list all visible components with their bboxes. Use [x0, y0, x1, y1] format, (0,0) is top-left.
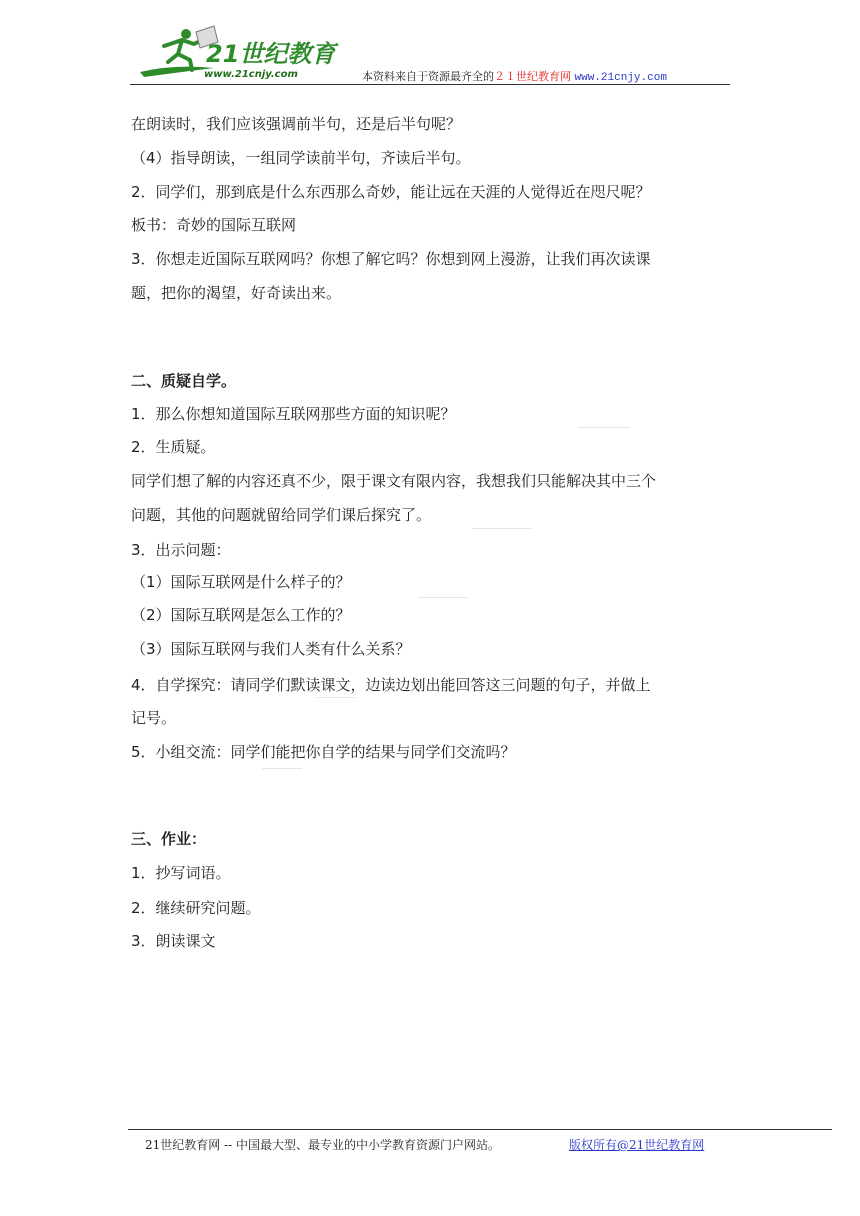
- question-item: （1）国际互联网是什么样子的？: [131, 573, 351, 591]
- logo-wordmark: 21世纪教育: [206, 40, 336, 68]
- text-line: 4．自学探究：请同学们默读课文，边读边划出能回答这三问题的句子，并做上: [131, 676, 651, 694]
- logo-swoosh: [140, 67, 214, 77]
- logo-graphic: [134, 24, 339, 84]
- logo-url: www.21cnjy.com: [204, 69, 298, 80]
- homework-item: 3．朗读课文: [131, 932, 216, 950]
- text-line: 2．生质疑。: [131, 438, 216, 456]
- scan-mark: [418, 597, 468, 598]
- source-url-link[interactable]: www.21cnjy.com: [574, 72, 667, 84]
- homework-item: 2．继续研究问题。: [131, 899, 261, 917]
- text-line: 3．你想走近国际互联网吗？你想了解它吗？你想到网上漫游，让我们再次读课: [131, 250, 651, 268]
- text-line: 问题，其他的问题就留给同学们课后探究了。: [131, 506, 432, 524]
- section-heading: 三、作业：: [131, 830, 207, 848]
- text-line: 板书：奇妙的国际互联网: [131, 216, 297, 234]
- source-note: [362, 68, 667, 84]
- scan-mark: [316, 697, 356, 698]
- footer-tagline: 21世纪教育网 -- 中国最大型、最专业的中小学教育资源门户网站。: [145, 1138, 501, 1152]
- text-line: 5．小组交流：同学们能把你自学的结果与同学们交流吗？: [131, 743, 516, 761]
- question-item: （2）国际互联网是怎么工作的？: [131, 606, 351, 624]
- question-item: （3）国际互联网与我们人类有什么关系？: [131, 640, 411, 658]
- text-line: （4）指导朗读，一组同学读前半句，齐读后半句。: [131, 149, 471, 167]
- section-heading: 二、质疑自学。: [131, 372, 237, 390]
- text-line: 题，把你的渴望，好奇读出来。: [131, 284, 342, 302]
- scan-mark: [578, 427, 630, 428]
- source-prefix: 本资料来自于资源最齐全的: [362, 70, 494, 83]
- text-line: 在朗读时，我们应该强调前半句，还是后半句呢？: [131, 115, 462, 133]
- logo-figure-head: [181, 29, 191, 39]
- scan-mark: [472, 528, 532, 529]
- footer-divider: [128, 1129, 832, 1130]
- copyright-link[interactable]: 版权所有@21世纪教育网: [569, 1138, 705, 1152]
- header-divider: [130, 84, 730, 85]
- source-site-link[interactable]: ２１世纪教育网: [494, 70, 571, 83]
- text-line: 同学们想了解的内容还真不少，限于课文有限内容，我想我们只能解决其中三个: [131, 472, 657, 490]
- text-line: 1．那么你想知道国际互联网那些方面的知识呢？: [131, 405, 456, 423]
- text-line: 3．出示问题：: [131, 541, 231, 559]
- scan-mark: [262, 768, 302, 769]
- site-logo[interactable]: [134, 24, 339, 84]
- text-line: 记号。: [131, 709, 177, 727]
- text-line: 2．同学们，那到底是什么东西那么奇妙，能让远在天涯的人觉得近在咫尺呢？: [131, 183, 651, 201]
- homework-item: 1．抄写词语。: [131, 864, 231, 882]
